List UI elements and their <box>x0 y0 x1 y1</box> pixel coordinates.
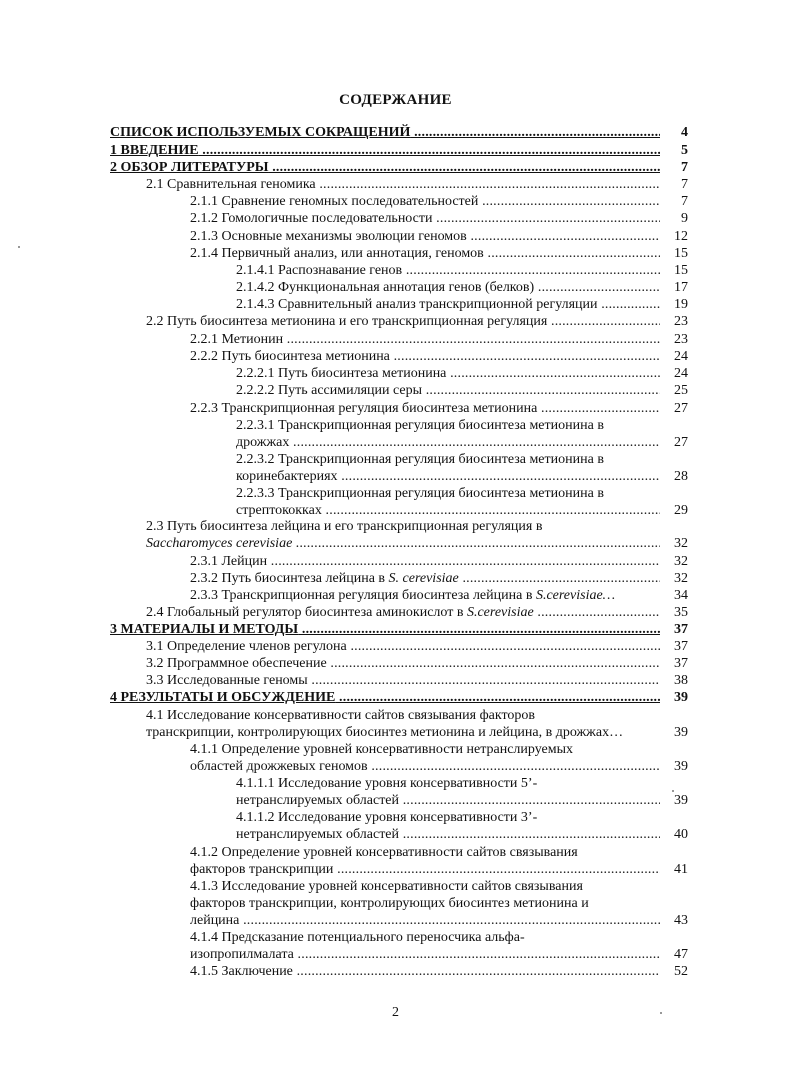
toc-entry[interactable]: 2.3 Путь биосинтеза лейцина и его транскрипционная регуляция в Saccharomyces cerevisiae ..... 32 <box>146 518 688 552</box>
scan-speck <box>660 1012 662 1014</box>
toc-entry[interactable]: 2.2.3.1 Транскрипционная регуляция биосинтеза метионина в дрожжах ..... 27 <box>236 417 688 451</box>
toc-entry[interactable]: 4.1.1.1 Исследование уровня консервативности 5’- нетранслируемых областей ..... 39 <box>236 775 688 809</box>
toc-entry[interactable]: 2.2.3.3 Транскрипционная регуляция биосинтеза метионина в стрептококках ..... 29 <box>236 485 688 519</box>
table-of-contents: СПИСОК ИСПОЛЬЗУЕМЫХ СОКРАЩЕНИЙ ..... 4 1 ВВЕДЕНИЕ ..... 5 2 ОБЗОР ЛИТЕРАТУРЫ ..... 7 2.1 Сравнительная геномика ..... 7 2.1.1 Сравнение геномных последовательностей ..... 7 2.1.2 Гомологичные последовательности ..... 9 2.1.3 Основные механизмы эволюции геномов ..... 12 2.1.4 Первичный анализ, или аннотация, геномов ..... 15 2.1.4.1 Распознавание генов ..... 15 2.1.4.2 Функциональная аннотация генов (белков) ..... 17 2.1.4.3 Сравнительный анализ транскрипционной регуляции ..... 19 2.2 Путь биосинтеза метионина и его транскрипционная регуляция ..... 23 2.2.1 Метионин ..... 23 2.2.2 Путь биосинтеза метионина ..... 24 2.2.2.1 Путь биосинтеза метионина ..... 24 2.2.2.2 Путь ассимиляции серы ..... 25 2.2.3 Транскрипционная регуляция биосинтеза метионина ..... 27 2.2.3.1 Транскрипционная регуляция биосинтеза метионина в дрожжах ..... 27 2.2.3.2 Транскрипционная регуляция биосинтеза метионина в коринебактериях ..... 28 2.2.3.3 Транскрипционная регуляция биосинтеза метионина в стрептококках ..... 29 2.3 Путь биосинтеза лейцина и его транскрипционная регуляция в Saccharomyces cerevisiae ..... 32 2.3.1 Лейцин ..... 32 2.3.2 Путь биосинтеза лейцина в S. cerevisiae ..... 32 2.3.3 Транскрипционная регуляция биосинтеза лейцина в S.cerevisiae… 34 2.4 Глобальный регулятор биосинтеза аминокислот в S.cerevisiae ..... 35 3 МАТЕРИАЛЫ И МЕТОДЫ ..... 37 3.1 Определение членов регулона ..... 37 3.2 Программное обеспечение ..... 37 3.3 Исследованные геномы ..... 38 4 РЕЗУЛЬТАТЫ И ОБСУЖДЕНИЕ ..... 39 4.1 Исследование консервативности сайтов связывания факторов транскрипции, контролирующих биосинтез метионина и лейцина, в дрожжах… 39 4.1.1 Определение уровней консервативности нетранслируемых областей дрожжевых геномов ..... 39 4.1.1.1 Исследование уровня консервативности 5’- нетранслируемых областей ..... 39 4.1.1.2 Исследование уровня консервативности 3’- нетранслируемых областей ..... 40 4.1.2 Определение уровней консервативности сайтов связывания факторов транскрипции ..... 41 4.1.3 Исследование уровней консервативности сайтов связывания факторов транскрипции, контролирующих биосинтез метионина и лейцина ..... 43 4.1.4 Предсказание потенциального переносчика альфа- изопропилмалата ..... 47 4.1.5 Заключение ..... 52 <box>0 0 791 1000</box>
toc-entry[interactable]: 4.1.1 Определение уровней консервативности нетранслируемых областей дрожжевых геномов ..... 39 <box>190 741 688 775</box>
page-number: 2 <box>392 1005 399 1020</box>
toc-entry[interactable]: 4.1 Исследование консервативности сайтов связывания факторов транскрипции, контролирующих биосинтез метионина и лейцина, в дрожжах… 39 <box>146 708 688 740</box>
page-title: СОДЕРЖАНИЕ <box>339 92 452 108</box>
toc-entry[interactable]: 4.1.4 Предсказание потенциального переносчика альфа- изопропилмалата ..... 47 <box>190 929 688 963</box>
scan-speck <box>18 246 20 248</box>
toc-entry[interactable]: 4.1.2 Определение уровней консервативности сайтов связывания факторов транскрипции ..... 41 <box>190 844 688 878</box>
toc-entry[interactable]: 4.1.1.2 Исследование уровня консервативности 3’- нетранслируемых областей ..... 40 <box>236 809 688 843</box>
toc-entry[interactable]: 2.2.3.2 Транскрипционная регуляция биосинтеза метионина в коринебактериях ..... 28 <box>236 451 688 485</box>
toc-entry[interactable]: 4.1.3 Исследование уровней консервативности сайтов связывания факторов транскрипции, контролирующих биосинтез метионина и лейцина ..... 43 <box>190 878 688 929</box>
scan-speck <box>672 790 674 792</box>
